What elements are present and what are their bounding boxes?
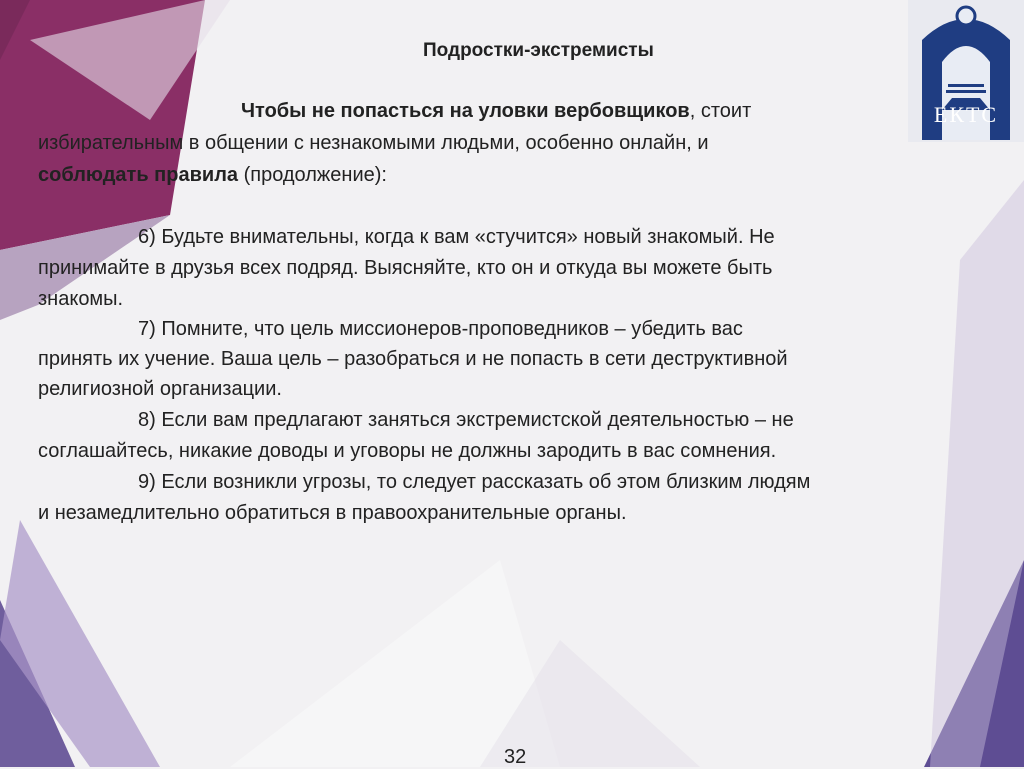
- intro-rest-1: , стоит: [689, 100, 752, 122]
- intro-line-1: [241, 96, 751, 126]
- logo-text: ЕКТС: [933, 102, 999, 127]
- rule-6-line-3: знакомы.: [38, 288, 124, 310]
- rule-9-line-1: 9) Если возникли угрозы, то следует рассказать об этом близким людям: [138, 471, 811, 493]
- rule-9-line-2: и незамедлительно обратиться в правоохранительные органы.: [38, 502, 627, 524]
- intro-line-2: избирательным в общении с незнакомыми людьми, особенно онлайн, и: [38, 132, 709, 154]
- rule-8-line-1: 8) Если вам предлагают заняться экстремистской деятельностью – не: [138, 409, 794, 431]
- rule-7-line-3: религиозной организации.: [38, 378, 282, 400]
- intro-bold-1: Чтобы не попасться на уловки вербовщиков: [241, 100, 690, 122]
- rule-7-line-1: 7) Помните, что цель миссионеров-проповедников – убедить вас: [138, 318, 743, 340]
- intro-rest-3: (продолжение):: [238, 164, 387, 186]
- intro-bold-3: соблюдать правила: [38, 164, 239, 186]
- ekts-logo: [908, 0, 1024, 142]
- rule-8-line-2: соглашайтесь, никакие доводы и уговоры не должны зародить в вас сомнения.: [38, 440, 777, 462]
- rule-6-line-2: принимайте в друзья всех подряд. Выясняйте, кто он и откуда вы можете быть: [38, 257, 773, 279]
- rule-6-line-1: 6) Будьте внимательны, когда к вам «стучится» новый знакомый. Не: [138, 226, 775, 248]
- rule-7-line-2: принять их учение. Ваша цель – разобраться и не попасть в сети деструктивной: [38, 348, 788, 370]
- intro-line-3: [38, 160, 387, 190]
- slide-title: Подростки-экстремисты: [423, 40, 654, 61]
- page-number: 32: [504, 746, 527, 768]
